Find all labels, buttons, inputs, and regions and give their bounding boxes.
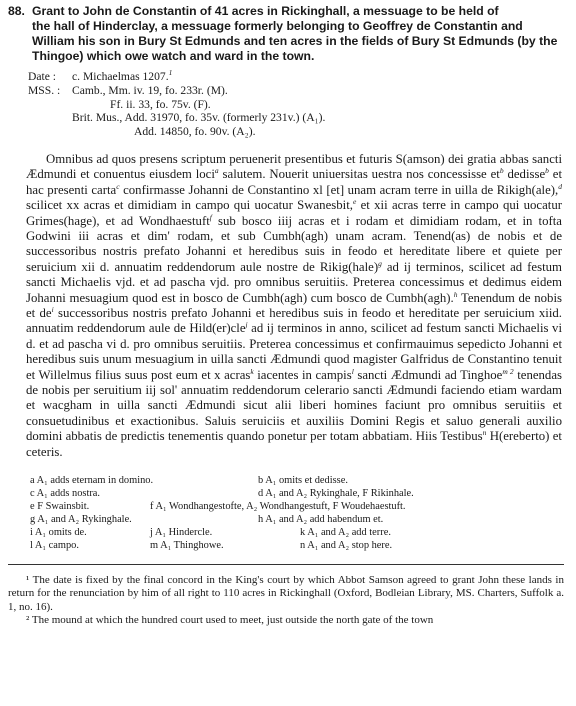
note-row: [30, 526, 564, 539]
text-segment: H(ereberto) et ceteris.: [26, 429, 562, 459]
text-segment: tenendas de nobis per seruitium iij sol' annuatim reddendorum celerario sancti Ædmundi faciendo etiam wardam et wacgham in uilla sancti Ædmundi sicut alii liberi homines faciunt pro omnibus seruitiis et consuetudinibus et exactionibus. Saluis seruiciis et auxiliis Domini Regis et saluo generali auxilio domini abbatis de predictis tenementis quando ponetur per totam abbatiam. Hiis Testibus: [26, 367, 562, 444]
heading-continuation: the hall of Hinderclay, a messuage formerly belonging to Geoffrey de Constantin and William his son in Bury St Edmunds and ten acres in the fields of Bury St Edmunds (by the Thingoe) which owe watch and ward in the town.: [32, 19, 558, 63]
text-segment: salutem. Nouerit uniuersitas uestra nos concessisse et: [218, 167, 500, 182]
text-segment: Omnibus ad quos presens scriptum peruenerit presentibus et futuris S(amson) dei gratia abbas sancti Ædmundi et conuentus eiusdem loci: [26, 151, 562, 182]
note-ref: b: [499, 166, 504, 176]
text-segment: et xii acras terre in campo qui uocatur Grimes(hage), et ad Wondhaestuft: [26, 198, 562, 228]
note-j: j A₁ Hindercle.: [150, 527, 213, 539]
note-e: e F Swainsbit.: [30, 501, 90, 513]
note-f: f A₁ Wondhangestofte, A₂ Wondhangestuft, F Woudehaestuft.: [150, 501, 406, 513]
note-ref: n: [482, 428, 487, 438]
note-ref: g: [378, 258, 382, 268]
note-g: g A₁ and A₂ Rykinghale.: [30, 514, 132, 526]
footnote-2: ² The mound at which the hundred court used to meet, just outside the north gate of the town: [26, 613, 434, 626]
footnote-divider: [8, 564, 564, 565]
mss-row: [28, 84, 564, 98]
note-row: [30, 513, 564, 526]
note-row: [30, 539, 564, 552]
date-footnote-ref: 1: [168, 68, 173, 77]
note-k: k A₁ and A₂ add terre.: [300, 527, 391, 539]
note-ref: i: [51, 305, 54, 315]
note-row: [30, 500, 564, 513]
note-i: i A₁ omits de.: [30, 527, 87, 539]
mss-line-3: Brit. Mus., Add. 31970, fo. 35v. (formerly 231v.) (A₁).: [72, 111, 326, 125]
mss-label: MSS. :: [28, 83, 61, 97]
mss-line-1: Camb., Mm. iv. 19, fo. 233r. (M).: [72, 83, 228, 97]
text-segment: confirmasse Johanni de Constantino xl [et] unam acram terre in uilla de Rikigh(ale),: [119, 182, 559, 197]
textual-notes: [30, 474, 564, 552]
footnotes: [8, 574, 564, 627]
note-ref: d: [558, 181, 562, 191]
note-ref: h: [453, 289, 458, 299]
note-b: b A₁ omits et dedisse.: [258, 475, 348, 487]
date-label: Date :: [28, 70, 57, 83]
date-value: [72, 70, 172, 84]
note-a: a A₁ adds eternam in domino.: [30, 475, 154, 487]
text-segment: successoribus nostris prefato Johanni et heredibus suis in feodo et hereditate per seruicium xiid. annuatim reddendorum aule de Hild(er)cle: [26, 306, 563, 336]
charter-number: 88.: [8, 4, 25, 18]
text-segment: dedisse: [503, 167, 546, 182]
text-segment: iacentes in campis: [253, 367, 352, 382]
text-segment: ad ij terminos in anno, scilicet ad festum sancti Michaelis vi d. et ad pascha vi d. pro omnibus seruitiis. Preterea concessimus et confirmauimus sepedicto Johanni et heredibus suis unum mesuagium in uilla sancti Ædmundi quod magister Galfridus de Constantino tenuit et Willelmus filius suus post eum et x acras: [26, 321, 563, 382]
charter-heading: [8, 4, 564, 64]
note-ref: b: [545, 166, 549, 176]
charter-text: [26, 152, 562, 460]
text-segment: ad ij terminos, scilicet ad festum sancti Michaelis vjd. et ad pascha vjd. pro omnibus seruitiis. Preterea concessimus et dedimus eidem Johanni mesuagium quod est in bosco de Cumbh(agh) cum bosco de Cumbh(agh).: [26, 259, 562, 305]
mss-line-2: Ff. ii. 33, fo. 75v. (F).: [110, 97, 211, 111]
text-segment: et hac presenti carta: [26, 167, 562, 197]
charter-metadata: [28, 70, 564, 139]
text-segment: scilicet xx acras et dimidiam in campo qui uocatur Swanesbit,: [26, 198, 353, 213]
note-row: [30, 487, 564, 500]
mss-line-4: Add. 14850, fo. 90v. (A₂).: [134, 125, 256, 139]
note-ref: c: [116, 181, 120, 191]
note-m: m A₁ Thinghowe.: [150, 540, 224, 552]
note-ref: m 2: [502, 366, 514, 376]
heading-line-1: Grant to John de Constantin of 41 acres in Rickinghall, a messuage to be held of: [32, 4, 499, 18]
note-c: c A₁ adds nostra.: [30, 488, 100, 500]
note-l: l A₁ campo.: [30, 540, 79, 552]
note-ref: a: [214, 166, 219, 176]
footnote-1: ¹ The date is fixed by the final concord in the King's court by which Abbot Samson agreed to grant John these lands in return for the renunciation by him of all right to 110 acres in Rickinghall (Oxford, Bodleian Library, MS. Charters, Suffolk a. 1, no. 16).: [8, 574, 564, 613]
note-ref: j: [245, 320, 248, 330]
note-d: d A₁ and A₂ Rykinghale, F Rikinhale.: [258, 488, 414, 500]
charter-paragraph: [26, 152, 562, 460]
note-h: h A₁ and A₂ add habendum et.: [258, 514, 384, 526]
date-row: [28, 70, 564, 84]
text-segment: Tenendum de nobis et de: [26, 290, 562, 321]
text-segment: sub bosco iiij acras et i rodam et dimidiam rodam, et in tofta Godwini iii acras et dim' rodam, et sub Cumbh(agh) unam acram. Tenend(as) de nobis et de successoribus nostris prefato Johanni et heredibus suis in feodo et hereditate libere et quiete per seruicium xii d. annuatim reddendorum aule nostre de Rikig(hale): [26, 213, 562, 274]
note-ref: f: [209, 212, 212, 222]
note-ref: e: [352, 197, 357, 207]
note-row: [30, 474, 564, 487]
note-ref: k: [250, 366, 254, 376]
note-ref: l: [351, 366, 354, 376]
text-segment: sancti Ædmundi ad Tinghoe: [353, 367, 503, 382]
date-text: c. Michaelmas 1207.: [72, 70, 169, 83]
note-n: n A₁ and A₂ stop here.: [300, 540, 393, 552]
